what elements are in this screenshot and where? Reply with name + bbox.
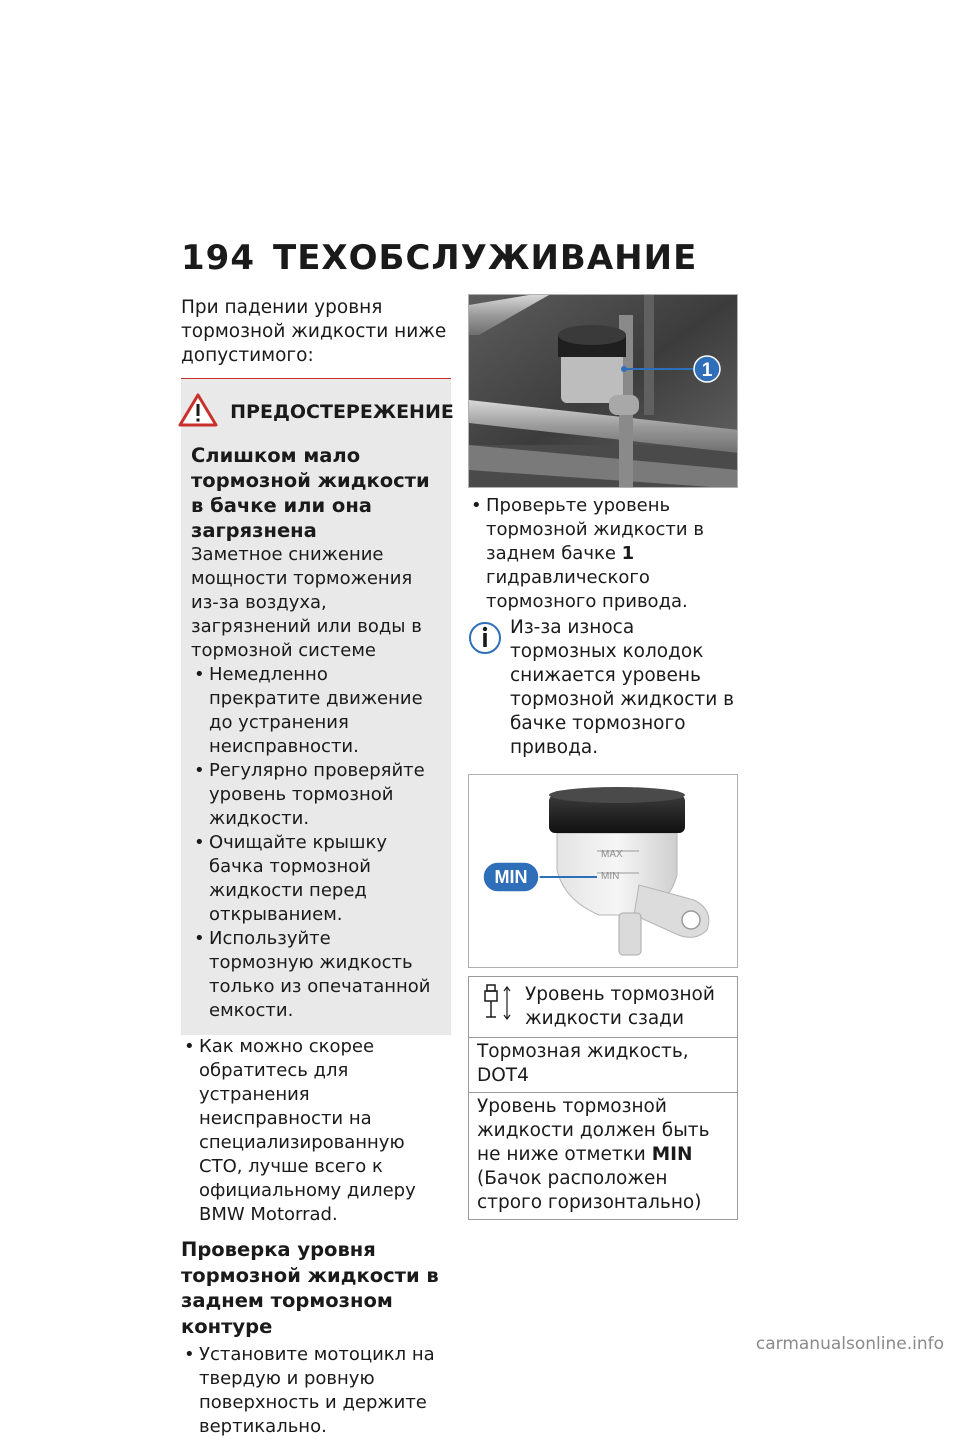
warning-header [191, 393, 454, 431]
warning-box [181, 379, 454, 1035]
list-item: • Используйте тормозную жидкость только из опечатанной емкости. [191, 927, 441, 1023]
brake-level-icon [477, 983, 515, 1031]
min-mark-label: MIN [601, 871, 620, 882]
reservoir-diagram-illustration [469, 775, 738, 968]
spec-table [468, 976, 738, 1220]
warning-text: Заметное снижение мощности торможения из-за воздуха, загрязнений или воды в тормозной системе [191, 544, 422, 661]
spec-fluid: Тормозная жидкость, DOT4 [477, 1041, 689, 1086]
check-text-end: гидравлического тормозного привода. [486, 567, 688, 612]
right-column [468, 294, 738, 1220]
reservoir-photo-illustration [469, 295, 738, 488]
warning-triangle-icon [178, 393, 218, 431]
warning-header-title: ПРЕДОСТЕРЕЖЕНИЕ [230, 401, 454, 423]
spec-level [477, 1095, 729, 1215]
spec-row-title [469, 977, 737, 1037]
spec-row-level [469, 1092, 737, 1219]
spec-title: Уровень тормозной жидкости сзади [525, 984, 715, 1029]
page-number: 194 [181, 238, 255, 278]
check-bullets [468, 494, 738, 614]
spec-level-mark: MIN [651, 1144, 693, 1165]
warning-subtitle: Слишком мало тормозной жидкости в бачке или она загрязнена [191, 444, 430, 542]
subheading-rear-brake: Проверка уровня тормозной жидкости в заднем тормозном контуре [181, 1238, 439, 1338]
reservoir-diagram [468, 774, 738, 968]
intro-paragraph: При падении уровня тормозной жидкости ниже допустимого: [181, 297, 447, 366]
spec-level-start: Уровень тормозной жидкости должен быть не ниже отметки [477, 1096, 710, 1165]
section-title: ТЕХОБСЛУЖИВАНИЕ [273, 238, 698, 278]
warning-bullets [191, 663, 441, 1023]
list-item: • Как можно скорее обратитесь для устранения неисправности на специализированную СТО, лучше всего к официальному дилеру BMW Motorrad. [181, 1035, 451, 1227]
min-badge: MIN [494, 867, 528, 887]
watermark: carmanualsonline.info [755, 1334, 944, 1354]
spec-level-end: (Бачок расположен строго горизонтально) [477, 1168, 702, 1213]
callout-number: 1 [701, 360, 713, 381]
service-bullets [181, 1035, 451, 1227]
spec-row-fluid [469, 1037, 737, 1092]
list-item: • Регулярно проверяйте уровень тормозной жидкости. [191, 759, 441, 831]
list-item: • Немедленно прекратите движение до устранения неисправности. [191, 663, 441, 759]
check-text-ref: 1 [621, 543, 635, 564]
max-mark-label: MAX [601, 849, 623, 860]
info-note [468, 616, 738, 760]
install-bullets [181, 1343, 451, 1439]
check-text-start: Проверьте уровень тормозной жидкости в заднем бачке [486, 495, 704, 564]
reservoir-photo [468, 294, 738, 488]
info-icon [468, 618, 502, 760]
info-note-text: Из-за износа тормозных колодок снижается уровень тормозной жидкости в бачке тормозного привода. [510, 617, 734, 758]
left-column [181, 296, 454, 1439]
list-item: • Установите мотоцикл на твердую и ровную поверхность и держите вертикально. [181, 1343, 451, 1439]
list-item: • Очищайте крышку бачка тормозной жидкости перед открыванием. [191, 831, 441, 927]
list-item [468, 494, 738, 614]
